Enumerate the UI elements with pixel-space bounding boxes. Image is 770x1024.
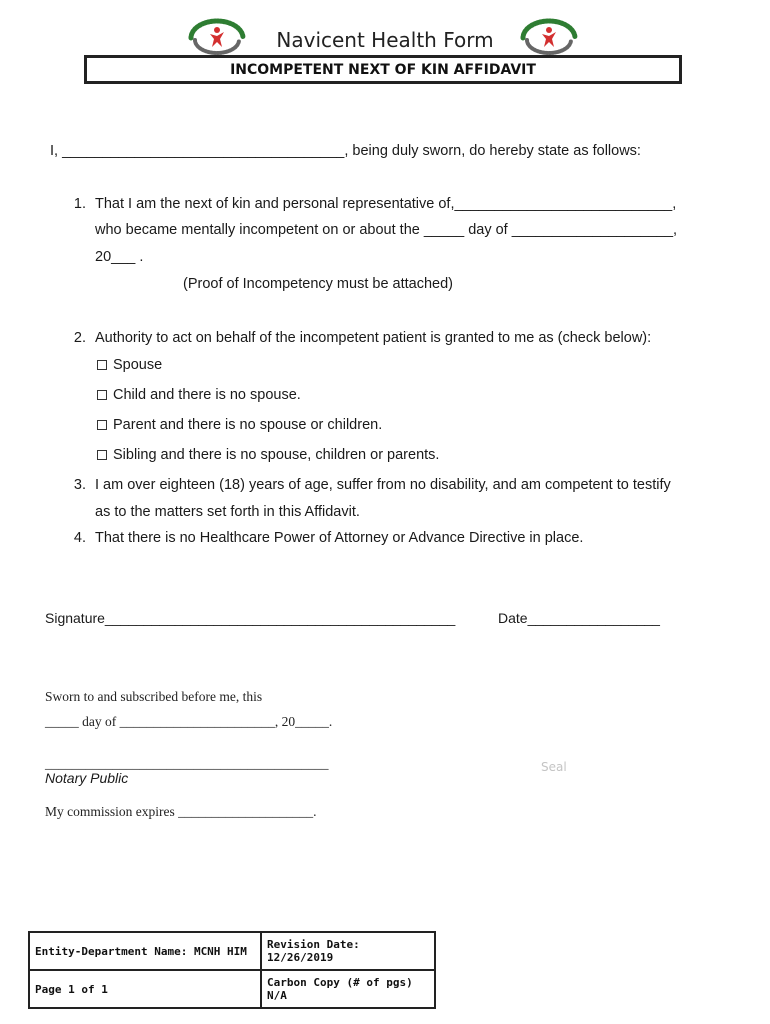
footer-carbon-copy: Carbon Copy (# of pgs) N/A xyxy=(261,970,435,1008)
option-parent[interactable] xyxy=(97,417,382,433)
page-header-title: Navicent Health Form xyxy=(276,28,494,52)
intro-line xyxy=(50,143,641,159)
form-title-text: INCOMPETENT NEXT OF KIN AFFIDAVIT xyxy=(230,61,536,78)
item-2-number: 2. xyxy=(73,330,86,346)
option-child[interactable] xyxy=(97,387,301,403)
form-footer-table xyxy=(28,931,436,1009)
notary-public-label: Notary Public xyxy=(45,770,129,786)
footer-revision-date: Revision Date: 12/26/2019 xyxy=(261,932,435,970)
item-3-number: 3. xyxy=(73,477,86,493)
option-sibling[interactable] xyxy=(97,447,439,463)
option-child-label: Child and there is no spouse. xyxy=(113,387,301,403)
checkbox-parent[interactable] xyxy=(97,420,107,430)
declarant-name-field[interactable]: ___________________________________ xyxy=(62,143,345,159)
seal-label: Seal xyxy=(541,760,567,774)
item-1-line-3[interactable]: 20___ . xyxy=(95,249,144,265)
checkbox-sibling[interactable] xyxy=(97,450,107,460)
item-3-line-1: I am over eighteen (18) years of age, suffer from no disability, and am competent to testify xyxy=(95,477,671,493)
commission-expires-field[interactable]: My commission expires ____________________. xyxy=(45,804,317,819)
footer-entity: Entity-Department Name: MCNH HIM xyxy=(29,932,261,970)
footer-page: Page 1 of 1 xyxy=(29,970,261,1008)
item-4-number: 4. xyxy=(73,530,86,546)
intro-prefix: I, xyxy=(50,143,59,159)
item-1-line-1[interactable]: That I am the next of kin and personal representative of,___________________________, xyxy=(95,196,677,212)
signature-field[interactable]: Signature_____________________________________________ xyxy=(45,610,456,626)
proof-note: (Proof of Incompetency must be attached) xyxy=(183,276,453,292)
item-3-line-2: as to the matters set forth in this Affidavit. xyxy=(95,504,360,520)
option-spouse[interactable] xyxy=(97,357,162,373)
item-1-line-2[interactable]: who became mentally incompetent on or about the _____ day of ____________________, xyxy=(95,222,678,238)
item-2-text: Authority to act on behalf of the incompetent patient is granted to me as (check below): xyxy=(95,330,652,346)
option-parent-label: Parent and there is no spouse or children. xyxy=(113,417,383,433)
date-field[interactable]: Date_________________ xyxy=(498,610,660,626)
form-title xyxy=(84,55,682,84)
option-sibling-label: Sibling and there is no spouse, children or parents. xyxy=(113,447,440,463)
item-4-text: That there is no Healthcare Power of Attorney or Advance Directive in place. xyxy=(95,530,584,546)
option-spouse-label: Spouse xyxy=(113,357,163,373)
item-1-number: 1. xyxy=(73,196,86,212)
intro-suffix: , being duly sworn, do hereby state as follows: xyxy=(344,143,641,159)
checkbox-child[interactable] xyxy=(97,390,107,400)
sworn-line-1: Sworn to and subscribed before me, this xyxy=(45,689,263,704)
checkbox-spouse[interactable] xyxy=(97,360,107,370)
notary-signature-line[interactable]: __________________________________________ xyxy=(45,756,329,771)
sworn-date-field[interactable]: _____ day of _______________________, 20_____. xyxy=(45,714,333,729)
